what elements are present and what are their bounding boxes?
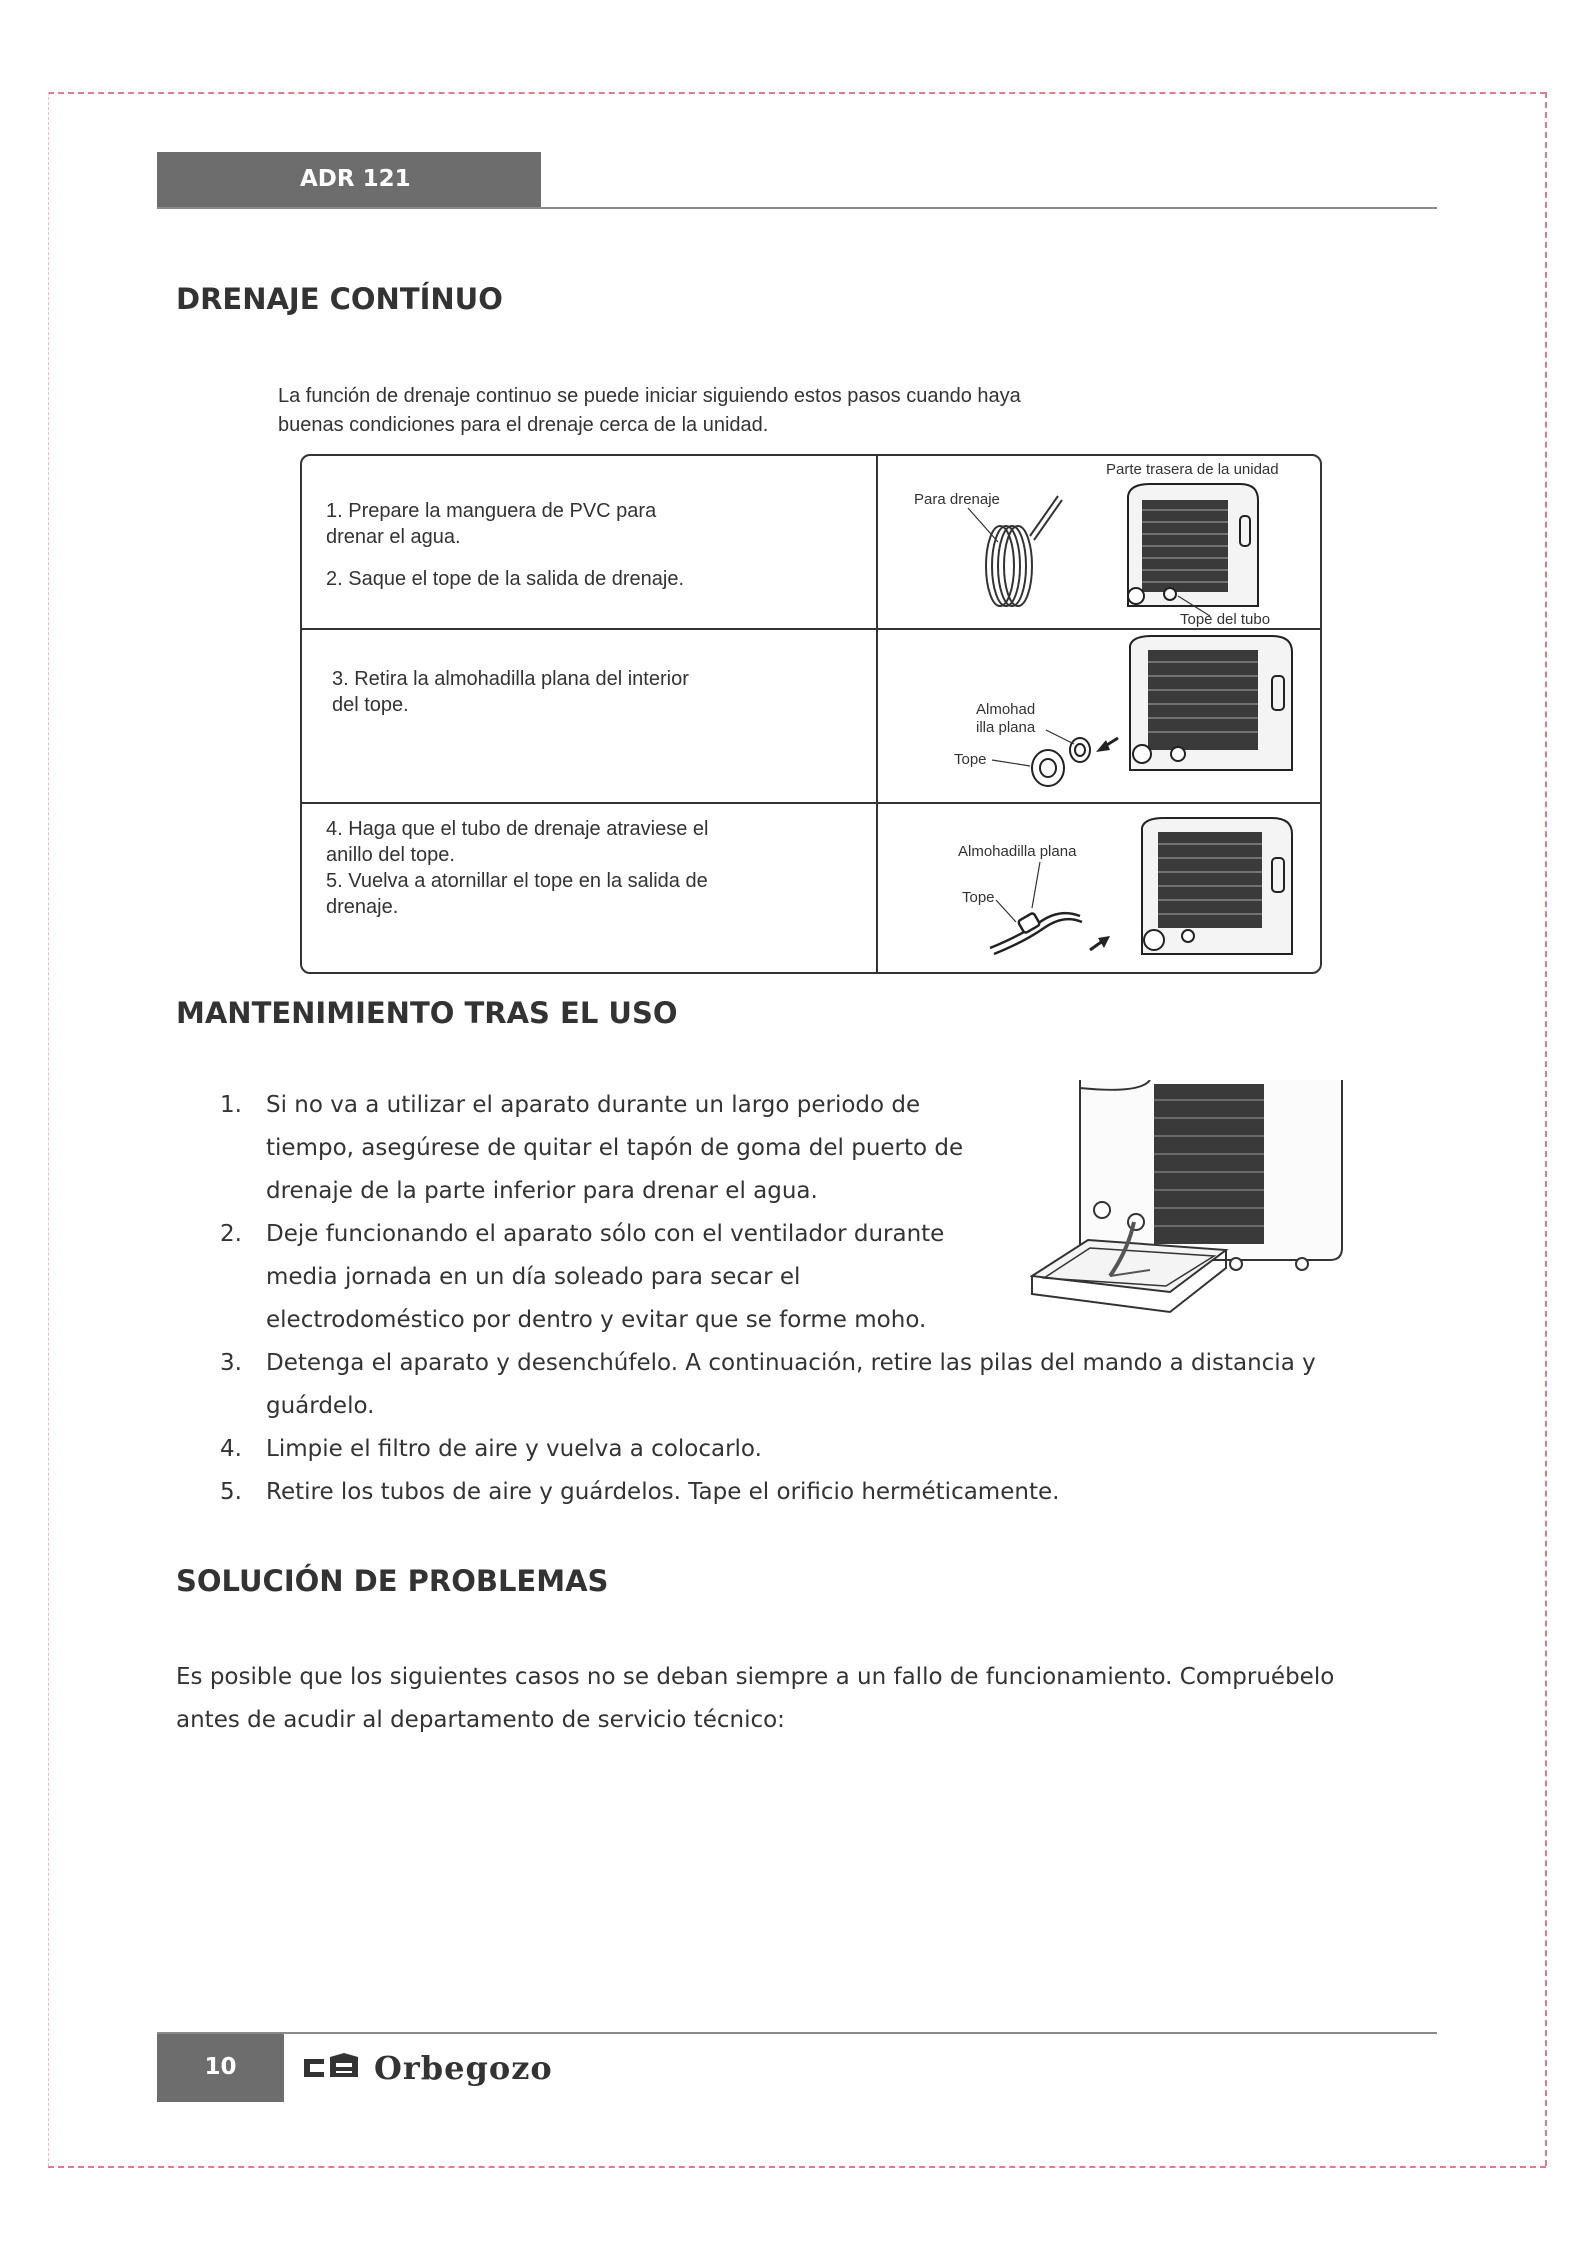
drainage-intro xyxy=(278,382,1178,440)
step-1-2-text xyxy=(326,498,684,592)
drainage-title: DRENAJE CONTÍNUO xyxy=(176,282,503,316)
illustration-pad-removal xyxy=(880,630,1320,802)
troubleshooting-title: SOLUCIÓN DE PROBLEMAS xyxy=(176,1564,609,1598)
step-line: 3. Retira la almohadilla plana del interior xyxy=(332,668,689,690)
dehumidifier-rear-icon xyxy=(1130,636,1292,770)
page-number-box xyxy=(157,2034,284,2102)
paragraph-line: Es posible que los siguientes casos no se deban siempre a un fallo de funcionamiento. Compruébelo xyxy=(176,1664,1335,1690)
step-line: drenar el agua. xyxy=(326,526,461,548)
page-border-right xyxy=(1545,92,1547,2166)
label-almohad-2: illa plana xyxy=(976,719,1036,736)
label-almohadilla-plana: Almohadilla plana xyxy=(958,843,1077,860)
label-para-drenaje: Para drenaje xyxy=(914,491,1000,508)
stopper-cap-icon xyxy=(1032,738,1090,786)
page-border-bottom xyxy=(48,2166,1546,2168)
list-item-line: Retire los tubos de aire y guárdelos. Tape el orificio herméticamente. xyxy=(266,1479,1060,1505)
paragraph-line: antes de acudir al departamento de servicio técnico: xyxy=(176,1707,785,1733)
list-item-number: 4. xyxy=(220,1436,242,1462)
illustration-hose-and-rear xyxy=(880,456,1320,628)
drainage-steps-table xyxy=(300,454,1322,974)
footer-rule xyxy=(157,2032,1437,2034)
table-column-divider xyxy=(876,456,878,972)
list-item-number: 2. xyxy=(220,1221,242,1247)
label-tope-2: Tope xyxy=(962,889,995,906)
list-item xyxy=(216,1428,1416,1471)
step-line: 4. Haga que el tubo de drenaje atraviese el xyxy=(326,818,709,840)
arrow-icon xyxy=(1096,738,1118,752)
list-item-line: drenaje de la parte inferior para drenar el agua. xyxy=(266,1178,818,1204)
intro-line: buenas condiciones para el drenaje cerca de la unidad. xyxy=(278,414,769,436)
label-rear: Parte trasera de la unidad xyxy=(1106,461,1279,478)
list-item-line: electrodoméstico por dentro y evitar que se forme moho. xyxy=(266,1307,927,1333)
illustration-reattach xyxy=(880,804,1320,974)
step-line: 1. Prepare la manguera de PVC para xyxy=(326,500,657,522)
step-line: 5. Vuelva a atornillar el tope en la salida de xyxy=(326,870,708,892)
list-item xyxy=(216,1471,1416,1514)
maintenance-title: MANTENIMIENTO TRAS EL USO xyxy=(176,996,678,1030)
list-item-line: Si no va a utilizar el aparato durante un largo periodo de xyxy=(266,1092,921,1118)
list-item-line: guárdelo. xyxy=(266,1393,375,1419)
label-almohad-1: Almohad xyxy=(976,701,1036,718)
page-number: 10 xyxy=(204,2054,237,2080)
list-item-number: 1. xyxy=(220,1092,242,1118)
maintenance-list xyxy=(216,1084,1416,1514)
list-item xyxy=(216,1342,1416,1428)
step-3-text xyxy=(332,666,689,718)
drain-tube-icon xyxy=(990,912,1082,954)
list-item-line: media jornada en un día soleado para secar el xyxy=(266,1264,801,1290)
arrow-icon xyxy=(1090,936,1110,950)
step-line: del tope. xyxy=(332,694,409,716)
dehumidifier-rear-icon xyxy=(1128,484,1258,616)
page-border-top xyxy=(48,92,1546,94)
step-4-5-text xyxy=(326,816,709,920)
brand-mark-icon xyxy=(300,2053,360,2083)
label-tope: Tope xyxy=(954,751,987,768)
troubleshooting-text xyxy=(176,1656,1438,1742)
list-item-line: Deje funcionando el aparato sólo con el ventilador durante xyxy=(266,1221,945,1247)
model-label: ADR 121 xyxy=(300,166,411,192)
coiled-hose-icon xyxy=(986,496,1062,606)
list-item-line: Detenga el aparato y desenchúfelo. A continuación, retire las pilas del mando a distancia y xyxy=(266,1350,1316,1376)
header-rule xyxy=(157,207,1437,209)
step-line: anillo del tope. xyxy=(326,844,455,866)
list-item xyxy=(216,1084,1086,1213)
list-item xyxy=(216,1213,1086,1342)
list-item-number: 3. xyxy=(220,1350,242,1376)
list-item-line: Limpie el filtro de aire y vuelva a colocarlo. xyxy=(266,1436,762,1462)
dehumidifier-rear-icon xyxy=(1142,818,1292,954)
list-item-number: 5. xyxy=(220,1479,242,1505)
intro-line: La función de drenaje continuo se puede iniciar siguiendo estos pasos cuando haya xyxy=(278,385,1021,407)
header-model-tab xyxy=(157,152,541,207)
step-line: 2. Saque el tope de la salida de drenaje. xyxy=(326,568,685,590)
page-border-left xyxy=(48,92,49,2166)
brand-logo xyxy=(300,2046,553,2090)
list-item-line: tiempo, asegúrese de quitar el tapón de goma del puerto de xyxy=(266,1135,964,1161)
step-line: drenaje. xyxy=(326,896,399,918)
brand-name: Orbegozo xyxy=(374,2049,553,2087)
label-tope-tubo: Tope del tubo xyxy=(1180,611,1271,628)
